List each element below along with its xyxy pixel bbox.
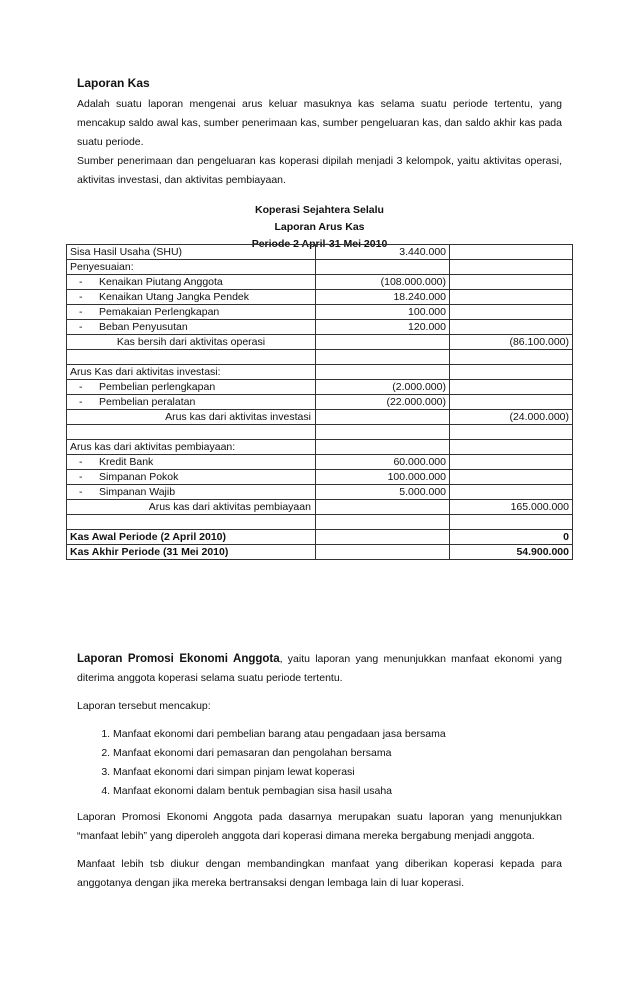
beginning-cash-value: 0 bbox=[450, 530, 573, 545]
promosi-section bbox=[77, 650, 562, 902]
adjustment-item-value: 18.240.000 bbox=[315, 290, 449, 305]
table-row bbox=[67, 305, 573, 320]
promosi-paragraph-2: Laporan Promosi Ekonomi Anggota pada dasarnya merupakan suatu laporan yang menunjukkan “manfaat lebih” yang diperoleh anggota dari koperasi dimana mereka bergabung menjadi anggota. bbox=[77, 811, 562, 842]
table-row bbox=[67, 335, 573, 350]
operating-total-value: (86.100.000) bbox=[450, 335, 573, 350]
table-row bbox=[67, 380, 573, 395]
promosi-intro bbox=[77, 650, 562, 688]
table-row bbox=[67, 500, 573, 515]
promosi-intro-text: , yaitu laporan yang menunjukkan manfaat ekonomi yang diterima anggota koperasi selama suatu periode tertentu. bbox=[77, 653, 562, 684]
table-row bbox=[67, 440, 573, 455]
report-period: Periode 2 April-31 Mei 2010 bbox=[251, 238, 388, 250]
table-row bbox=[67, 470, 573, 485]
financing-item-value: 100.000.000 bbox=[315, 470, 449, 485]
financing-item-label: - Simpanan Wajib bbox=[70, 485, 175, 499]
ending-cash-value: 54.900.000 bbox=[450, 545, 573, 560]
promosi-paragraph-3: Manfaat lebih tsb diukur dengan membandingkan manfaat yang diberikan koperasi kepada para anggotanya dengan jika mereka bertransaksi dengan lembaga lain di luar koperasi. bbox=[77, 858, 562, 889]
adjustment-item-value: 100.000 bbox=[315, 305, 449, 320]
laporan-kas-description bbox=[77, 95, 562, 190]
table-row bbox=[67, 365, 573, 380]
financing-label: Arus kas dari aktivitas pembiayaan: bbox=[67, 440, 316, 455]
laporan-kas-title: Laporan Kas bbox=[77, 76, 150, 90]
laporan-kas-paragraph-1: Adalah suatu laporan mengenai arus keluar masuknya kas selama suatu periode tertentu, yang mencakup saldo awal kas, sumber penerimaan kas, sumber pengeluaran kas, dan saldo akhir kas pada suatu periode. bbox=[77, 98, 562, 148]
laporan-kas-paragraph-2: Sumber penerimaan dan pengeluaran kas koperasi dipilah menjadi 3 kelompok, yaitu aktivitas operasi, aktivitas investasi, dan aktivitas pembiayaan. bbox=[77, 155, 562, 186]
adjustment-label: Penyesuaian: bbox=[67, 260, 316, 275]
table-row bbox=[67, 290, 573, 305]
table-row bbox=[67, 260, 573, 275]
table-row bbox=[67, 320, 573, 335]
table-row bbox=[67, 350, 573, 365]
promosi-covers: Laporan tersebut mencakup: bbox=[77, 700, 211, 712]
table-row bbox=[67, 275, 573, 290]
list-item: 3. Manfaat ekonomi dari simpan pinjam lewat koperasi bbox=[113, 763, 562, 782]
investing-item-value: (2.000.000) bbox=[315, 380, 449, 395]
beginning-cash-label: Kas Awal Periode (2 April 2010) bbox=[67, 530, 316, 545]
adjustment-item-label: - Beban Penyusutan bbox=[70, 320, 188, 334]
financing-item-label: - Kredit Bank bbox=[70, 455, 153, 469]
table-row bbox=[67, 545, 573, 560]
table-row bbox=[67, 530, 573, 545]
investing-item-label: - Pembelian peralatan bbox=[70, 395, 195, 409]
financing-item-value: 5.000.000 bbox=[315, 485, 449, 500]
ending-cash-label: Kas Akhir Periode (31 Mei 2010) bbox=[67, 545, 316, 560]
table-row bbox=[67, 395, 573, 410]
investing-item-label: - Pembelian perlengkapan bbox=[70, 380, 215, 394]
adjustment-item-label: - Kenaikan Piutang Anggota bbox=[70, 275, 223, 289]
financing-total-value: 165.000.000 bbox=[450, 500, 573, 515]
promosi-list bbox=[77, 725, 562, 801]
shu-value: 3.440.000 bbox=[315, 245, 449, 260]
operating-total-label: Kas bersih dari aktivitas operasi bbox=[67, 335, 316, 350]
financing-total-label: Arus kas dari aktivitas pembiayaan bbox=[67, 500, 316, 515]
list-item: 1. Manfaat ekonomi dari pembelian barang atau pengadaan jasa bersama bbox=[113, 725, 562, 744]
investing-total-value: (24.000.000) bbox=[450, 410, 573, 425]
financing-item-value: 60.000.000 bbox=[315, 455, 449, 470]
cash-flow-table bbox=[66, 244, 573, 560]
table-row bbox=[67, 485, 573, 500]
adjustment-item-value: 120.000 bbox=[315, 320, 449, 335]
shu-label: Sisa Hasil Usaha (SHU) bbox=[67, 245, 316, 260]
table-row bbox=[67, 410, 573, 425]
adjustment-item-label: - Pemakaian Perlengkapan bbox=[70, 305, 219, 319]
adjustment-item-value: (108.000.000) bbox=[315, 275, 449, 290]
investing-total-label: Arus kas dari aktivitas investasi bbox=[67, 410, 316, 425]
company-name: Koperasi Sejahtera Selalu bbox=[255, 204, 384, 216]
table-row bbox=[67, 455, 573, 470]
report-name: Laporan Arus Kas bbox=[274, 221, 365, 233]
list-item: 2. Manfaat ekonomi dari pemasaran dan pengolahan bersama bbox=[113, 744, 562, 763]
promosi-title: Laporan Promosi Ekonomi Anggota bbox=[77, 653, 280, 665]
investing-label: Arus Kas dari aktivitas investasi: bbox=[67, 365, 316, 380]
table-row bbox=[67, 515, 573, 530]
table-row bbox=[67, 245, 573, 260]
list-item: 4. Manfaat ekonomi dalam bentuk pembagian sisa hasil usaha bbox=[113, 782, 562, 801]
financing-item-label: - Simpanan Pokok bbox=[70, 470, 178, 484]
table-row bbox=[67, 425, 573, 440]
investing-item-value: (22.000.000) bbox=[315, 395, 449, 410]
adjustment-item-label: - Kenaikan Utang Jangka Pendek bbox=[70, 290, 249, 304]
